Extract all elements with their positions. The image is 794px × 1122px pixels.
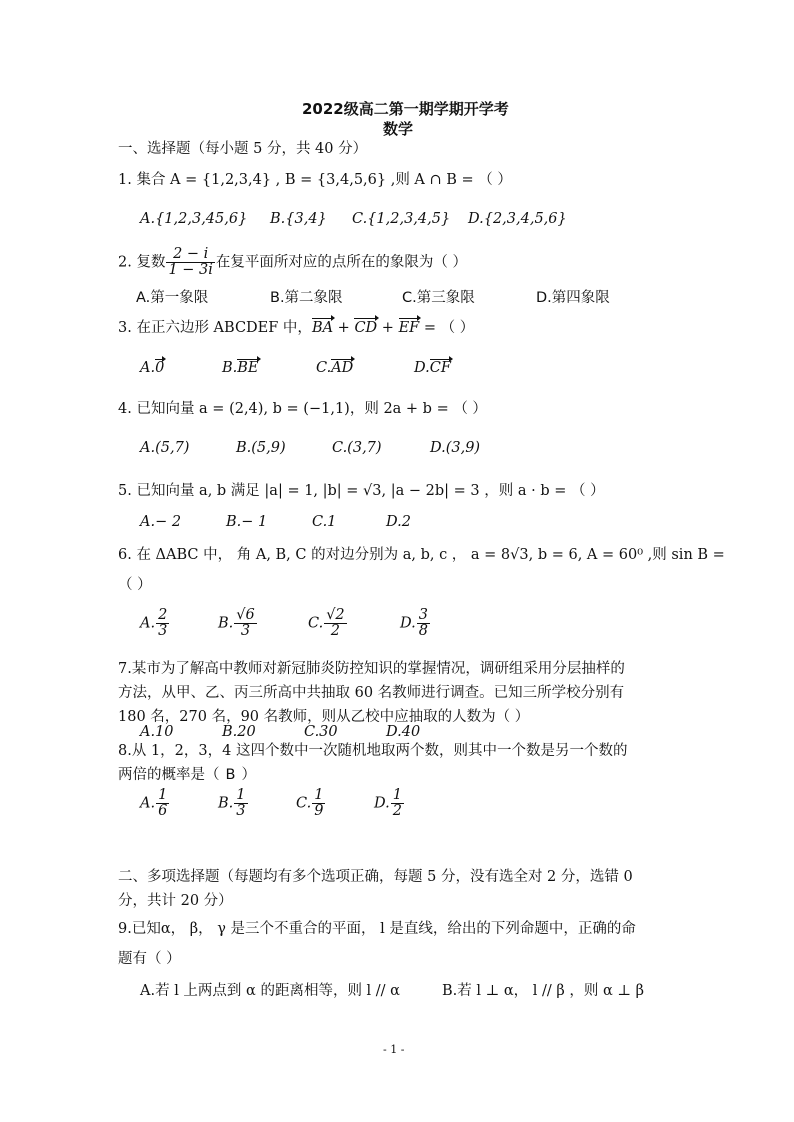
q6-option-b-label: B. xyxy=(218,615,234,632)
q2-option-c: C.第三象限 xyxy=(402,290,475,306)
q3-option-b-value: BE xyxy=(237,360,259,376)
q2-option-a: A.第一象限 xyxy=(136,290,209,306)
q3-option-b xyxy=(222,360,259,376)
q5-option-d: D.2 xyxy=(386,514,411,530)
q3-option-c-value: AD xyxy=(331,360,354,376)
q1-option-a: A.{1,2,3,45,6} xyxy=(140,211,248,227)
q6-stem: 6. 在 ΔABC 中， 角 A, B, C 的对边分别为 a, b, c ， a = 8√3, b = 6, A = 60⁰ ,则 sin B = xyxy=(118,547,725,563)
q7-line3: 180 名，270 名，90 名教师，则从乙校中应抽取的人数为（ ） xyxy=(118,709,530,725)
q8-line2 xyxy=(118,766,256,784)
q6-option-b-num: √6 xyxy=(236,607,255,623)
q2-frac-den: 1 − 3i xyxy=(168,262,213,279)
section2-header-line1: 二、多项选择题（每题均有多个选项正确，每题 5 分，没有选全对 2 分，选错 0 xyxy=(118,869,633,885)
q7-option-b: B.20 xyxy=(222,724,256,740)
q8-line2-prefix: 两倍的概率是（ xyxy=(118,767,220,783)
q6-option-a-num: 2 xyxy=(158,607,168,623)
q6-option-a xyxy=(140,608,170,639)
q8-option-c-den: 9 xyxy=(314,803,324,820)
q9-line1: 9.已知α， β， γ 是三个不重合的平面， l 是直线，给出的下列命题中，正确的命 xyxy=(118,921,636,937)
q8-option-d-label: D. xyxy=(374,795,390,812)
subject-title: 数学 xyxy=(383,120,414,138)
q3-suffix: = （ ） xyxy=(419,320,475,336)
q6-option-d-den: 8 xyxy=(418,623,428,640)
q2-suffix: 在复平面所对应的点所在的象限为（ ） xyxy=(215,254,468,271)
q8-option-a xyxy=(140,788,170,819)
q5-option-a: A.− 2 xyxy=(140,514,182,530)
q6-option-d-label: D. xyxy=(400,615,416,632)
q8-option-b-label: B. xyxy=(218,795,234,812)
q8-option-d-den: 2 xyxy=(392,803,402,820)
q3-option-d-label: D. xyxy=(414,360,430,376)
q3-option-b-label: B. xyxy=(222,360,238,376)
q8-option-d-num: 1 xyxy=(392,787,402,803)
q4-option-d: D.(3,9) xyxy=(430,440,481,456)
q2-prefix: 2. 复数 xyxy=(118,254,166,271)
q8-option-a-label: A. xyxy=(140,795,156,812)
q3-option-a xyxy=(140,360,164,376)
q9-option-a: A.若 l 上两点到 α 的距离相等，则 l // α xyxy=(140,983,400,999)
q8-line1: 8.从 1，2，3，4 这四个数中一次随机地取两个数，则其中一个数是另一个数的 xyxy=(118,743,628,759)
page-number: - 1 - xyxy=(383,1043,405,1056)
q3-vector-cd: CD xyxy=(354,320,378,336)
q1-option-d: D.{2,3,4,5,6} xyxy=(468,211,567,227)
q1-stem: 1. 集合 A = {1,2,3,4} , B = {3,4,5,6} ,则 A ∩ B = （ ） xyxy=(118,172,512,188)
q4-option-c: C.(3,7) xyxy=(332,440,382,456)
section2-header-line2: 分，共计 20 分） xyxy=(118,893,233,909)
q4-option-a: A.(5,7) xyxy=(140,440,190,456)
q6-option-b-den: 3 xyxy=(240,623,251,640)
q6-option-d-num: 3 xyxy=(418,607,428,623)
q7-line1: 7.某市为了解高中教师对新冠肺炎防控知识的掌握情况，调研组采用分层抽样的 xyxy=(118,661,625,677)
q8-option-c-num: 1 xyxy=(314,787,324,803)
q8-option-d xyxy=(374,788,405,819)
q3-option-a-label: A. xyxy=(140,360,156,376)
q3-option-c-label: C. xyxy=(316,360,332,376)
q3-prefix: 3. 在正六边形 ABCDEF 中， xyxy=(118,320,312,336)
q3-option-d-value: CF xyxy=(429,360,451,376)
q3-vector-ef: EF xyxy=(398,320,420,336)
q6-option-c-num: √2 xyxy=(326,607,345,623)
q1-option-b: B.{3,4} xyxy=(270,211,327,227)
q8-line2-suffix: ） xyxy=(241,767,256,783)
q6-option-b xyxy=(218,608,258,639)
q9-option-b: B.若 l ⊥ α， l // β ，则 α ⊥ β xyxy=(442,983,645,999)
q6-option-c xyxy=(308,608,348,639)
q6-option-a-den: 3 xyxy=(158,623,168,640)
q8-option-a-num: 1 xyxy=(158,787,168,803)
q6-option-c-label: C. xyxy=(308,615,324,632)
q6-option-c-den: 2 xyxy=(330,623,341,640)
q5-stem: 5. 已知向量 a, b 满足 |a| = 1, |b| = √3, |a − 2b| = 3 ，则 a · b = （ ） xyxy=(118,483,605,499)
q7-line2: 方法，从甲、乙、丙三所高中共抽取 60 名教师进行调查。已知三所学校分别有 xyxy=(118,685,625,701)
q1-option-c: C.{1,2,3,4,5} xyxy=(352,211,451,227)
q5-option-b: B.− 1 xyxy=(226,514,268,530)
q8-option-a-den: 6 xyxy=(158,803,168,820)
q8-option-c xyxy=(296,788,326,819)
q7-option-a: A.10 xyxy=(140,724,174,740)
q9-line2: 题有（ ） xyxy=(118,951,181,967)
q6-option-d xyxy=(400,608,431,639)
q8-option-b xyxy=(218,788,249,819)
q4-stem: 4. 已知向量 a = (2,4), b = (−1,1)，则 2a + b = （ ） xyxy=(118,401,487,417)
section1-header: 一、选择题（每小题 5 分，共 40 分） xyxy=(118,141,368,157)
q8-option-c-label: C. xyxy=(296,795,312,812)
q6-paren: （ ） xyxy=(118,577,152,593)
q7-option-c: C.30 xyxy=(304,724,338,740)
q3-vector-ba: BA xyxy=(311,320,334,336)
q3-stem: 3. 在正六边形 ABCDEF 中，BA + CD + EF = （ ） xyxy=(118,320,475,336)
q2-stem xyxy=(118,247,467,278)
q6-option-a-label: A. xyxy=(140,615,156,632)
q5-option-c: C.1 xyxy=(312,514,337,530)
q3-option-c xyxy=(316,360,353,376)
q2-frac-num: 2 − i xyxy=(166,247,214,263)
q3-option-a-value: 0 xyxy=(155,360,165,376)
q2-fraction xyxy=(166,247,214,278)
q3-option-d xyxy=(414,360,451,376)
q8-option-b-den: 3 xyxy=(236,803,246,820)
q4-option-b: B.(5,9) xyxy=(236,440,286,456)
q8-option-b-num: 1 xyxy=(236,787,246,803)
q2-option-d: D.第四象限 xyxy=(536,290,610,306)
exam-title: 2022级高二第一期学期开学考 xyxy=(302,100,509,118)
q8-answer: B xyxy=(225,767,236,783)
q2-option-b: B.第二象限 xyxy=(270,290,343,306)
q7-option-d: D.40 xyxy=(386,724,421,740)
